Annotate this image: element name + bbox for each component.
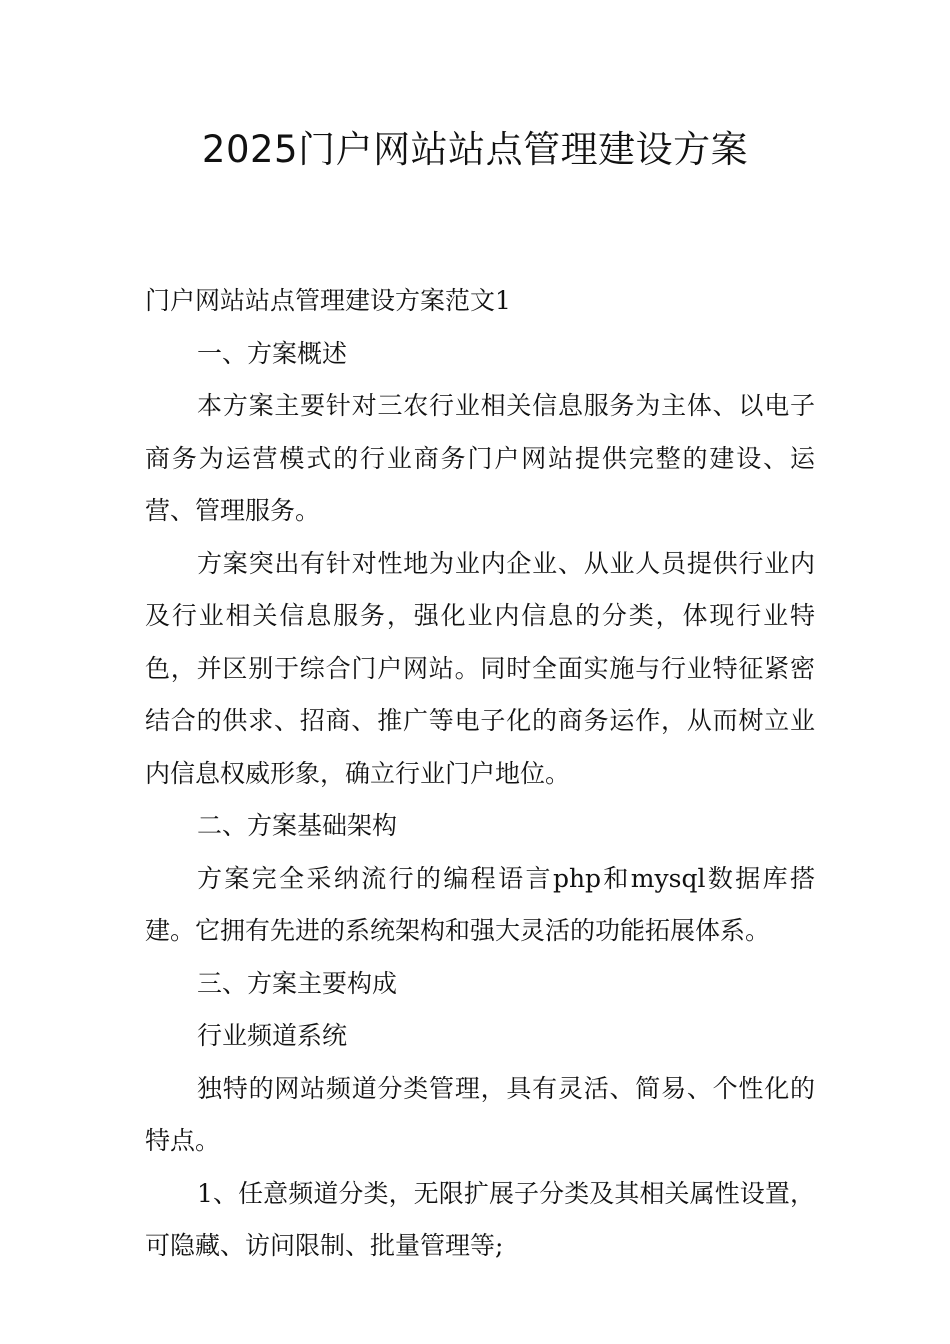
paragraph-overview-2: 方案突出有针对性地为业内企业、从业人员提供行业内及行业相关信息服务，强化业内信息的分类，体现行业特色，并区别于综合门户网站。同时全面实施与行业特征紧密结合的供求、招商、推广等电子化的商务运作，从而树立业内信息权威形象，确立行业门户地位。 bbox=[145, 548, 815, 788]
document-title: 2025门户网站站点管理建设方案 bbox=[201, 128, 749, 171]
document-body bbox=[145, 275, 815, 1273]
paragraph-architecture: 方案完全采纳流行的编程语言php和mysql数据库搭建。它拥有先进的系统架构和强大灵活的功能拓展体系。 bbox=[145, 863, 815, 945]
section-heading-overview: 一、方案概述 bbox=[197, 338, 348, 368]
section-heading-architecture: 二、方案基础架构 bbox=[197, 811, 398, 840]
section-heading-composition: 三、方案主要构成 bbox=[197, 968, 398, 998]
list-item-channel-1: 1、任意频道分类，无限扩展子分类及其相关属性设置，可隐藏、访问限制、批量管理等; bbox=[145, 1178, 815, 1260]
subheading-channel-system: 行业频道系统 bbox=[197, 1021, 348, 1050]
paragraph-overview-1: 本方案主要针对三农行业相关信息服务为主体、以电子商务为运营模式的行业商务门户网站提供完整的建设、运营、管理服务。 bbox=[145, 391, 815, 525]
paragraph-subtitle: 门户网站站点管理建设方案范文1 bbox=[145, 286, 511, 315]
paragraph-channel-system: 独特的网站频道分类管理，具有灵活、简易、个性化的特点。 bbox=[145, 1073, 815, 1155]
